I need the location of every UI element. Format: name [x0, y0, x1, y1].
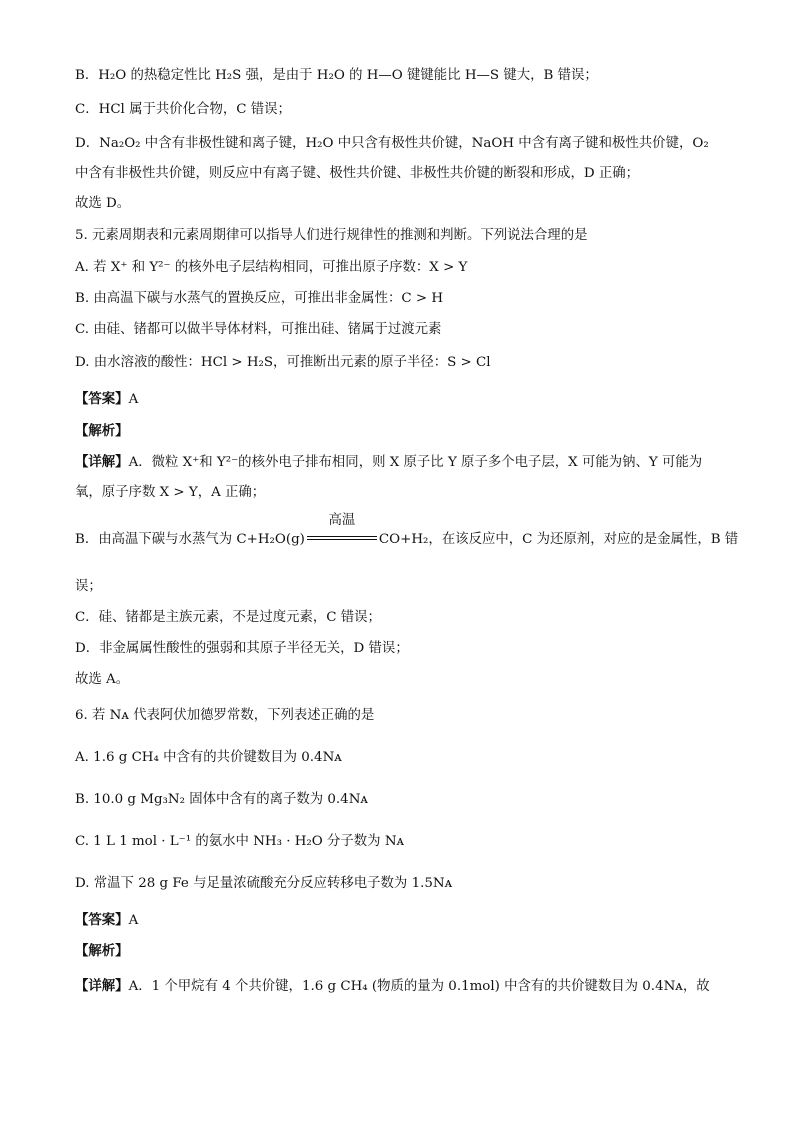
question-6-option-c: C. 1 L 1 mol · L⁻¹ 的氨水中 NH₃ · H₂O 分子数为 Nᴀ — [75, 834, 405, 849]
analysis-label: 【解析】 — [75, 423, 129, 439]
answer-6 — [75, 910, 735, 931]
question-6-option-b: B. 10.0 g Mg₃N₂ 固体中含有的离子数为 0.4Nᴀ — [75, 792, 368, 807]
reaction-condition: 高温 — [328, 512, 356, 528]
answer-label: 【答案】 — [75, 912, 129, 928]
reaction-condition-arrow — [307, 512, 377, 547]
question-6-option-d: D. 常温下 28 g Fe 与足量浓硫酸充分反应转移电子数为 1.5Nᴀ — [75, 876, 453, 891]
detail-text: A．微粒 X⁺和 Y²⁻的核外电子排布相同，则 X 原子比 Y 原子多个电子层，X 可能为钠、Y 可能为 — [128, 455, 703, 470]
detail-label: 【详解】 — [75, 454, 129, 470]
detail-5-a-cont: 氧，原子序数 X > Y，A 正确； — [75, 485, 266, 500]
question-5: 5. 元素周期表和元素周期律可以指导人们进行规律性的推测和判断。下列说法合理的是 — [75, 228, 588, 243]
detail-5-b-cont: 误； — [75, 579, 102, 594]
detail-5-d: D．非金属属性酸性的强弱和其原子半径无关，D 错误； — [75, 641, 409, 656]
detail-5-end: 故选 A。 — [75, 672, 130, 687]
question-5-option-d: D. 由水溶液的酸性：HCl > H₂S，可推断出元素的原子半径：S > Cl — [75, 355, 491, 370]
text-line: C．HCl 属于共价化合物，C 错误； — [75, 102, 291, 117]
answer-label: 【答案】 — [75, 391, 129, 407]
analysis-5 — [75, 421, 735, 442]
analysis-label: 【解析】 — [75, 943, 129, 959]
detail-5-b — [75, 512, 739, 550]
question-5-option-c: C. 由硅、锗都可以做半导体材料，可推出硅、锗属于过渡元素 — [75, 322, 442, 337]
question-5-option-b: B. 由高温下碳与水蒸气的置换反应，可推出非金属性：C > H — [75, 291, 443, 306]
question-5-option-a: A. 若 X⁺ 和 Y²⁻ 的核外电子层结构相同，可推出原子序数：X > Y — [75, 260, 468, 275]
answer-5 — [75, 389, 735, 410]
question-6-option-a: A. 1.6 g CH₄ 中含有的共价键数目为 0.4Nᴀ — [75, 750, 342, 765]
detail-5-a — [75, 452, 735, 473]
detail-text: A．1 个甲烷有 4 个共价键，1.6 g CH₄ (物质的量为 0.1mol) 中含有的共价键数目为 0.4Nᴀ，故 — [128, 979, 710, 994]
answer-value: A — [128, 913, 139, 928]
text-line: B．H₂O 的热稳定性比 H₂S 强，是由于 H₂O 的 H—O 键键能比 H—S 键大，B 错误； — [75, 68, 598, 83]
text-line: D．Na₂O₂ 中含有非极性键和离子键，H₂O 中只含有极性共价键，NaOH 中含有离子键和极性共价键，O₂ — [75, 136, 709, 151]
text-line: 故选 D。 — [75, 196, 131, 211]
detail-text: B．由高温下碳与水蒸气为 C+H₂O(g) — [75, 532, 305, 547]
analysis-6 — [75, 941, 735, 962]
detail-label: 【详解】 — [75, 978, 129, 994]
text-line: 中含有非极性共价键，则反应中有离子键、极性共价键、非极性共价键的断裂和形成，D 正确； — [75, 166, 640, 181]
detail-text: CO+H₂，在该反应中，C 为还原剂，对应的是金属性，B 错 — [378, 532, 739, 547]
question-6: 6. 若 Nᴀ 代表阿伏加德罗常数，下列表述正确的是 — [75, 708, 375, 723]
detail-5-c: C．硅、锗都是主族元素，不是过度元素，C 错误； — [75, 610, 381, 625]
detail-6-a — [75, 976, 735, 997]
answer-value: A — [128, 392, 139, 407]
